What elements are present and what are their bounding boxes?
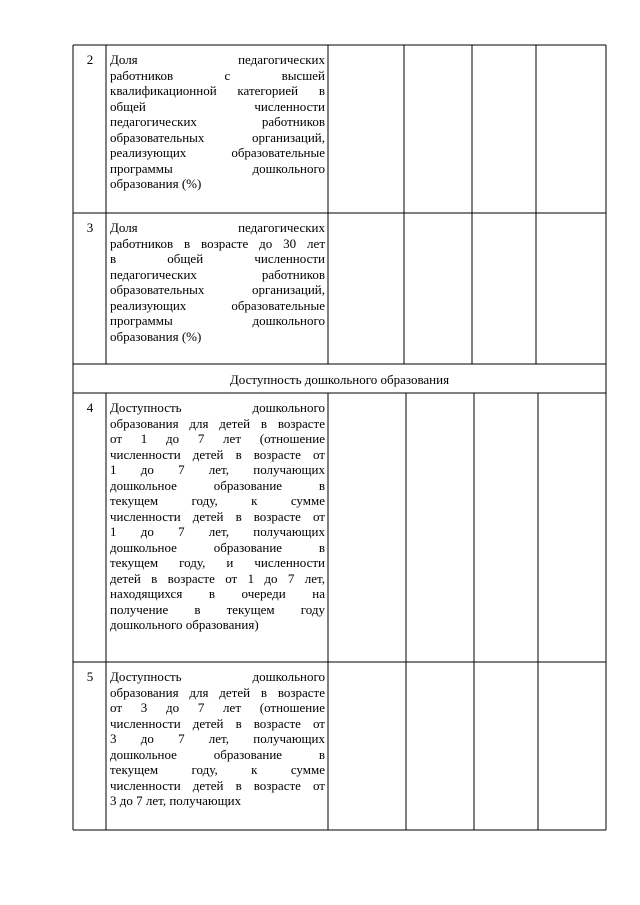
- row-number: 3: [86, 220, 94, 235]
- description-line: работников в возрасте до 30 лет: [110, 235, 325, 251]
- description-line: Доля педагогических: [110, 220, 325, 235]
- description-line: квалификационной категорией в: [110, 83, 325, 98]
- description-line: численности детей в возрасте от: [110, 508, 325, 524]
- description-line: образования для детей в возрасте: [110, 415, 325, 431]
- description-line: образования для детей в возрасте: [110, 684, 325, 700]
- description-line: детей в возрасте от 1 до 7 лет,: [110, 570, 325, 586]
- description-line: численности детей в возрасте от: [110, 777, 325, 793]
- description-line: текущем году, к сумме: [110, 762, 325, 777]
- description-line: 3 до 7 лет, получающих: [110, 793, 242, 808]
- description-line: образования (%): [110, 328, 202, 344]
- row-number: 2: [86, 52, 94, 67]
- description-line: педагогических работников: [110, 266, 325, 282]
- description-line: Доступность дошкольного: [110, 400, 325, 415]
- row-description: [110, 220, 325, 344]
- description-line: находящихся в очереди на: [110, 586, 325, 601]
- description-line: получение в текущем году: [110, 601, 325, 617]
- description-line: реализующих образовательные: [110, 145, 325, 160]
- description-line: текущем году, к сумме: [110, 493, 325, 508]
- description-line: дошкольное образование в: [110, 746, 325, 762]
- description-line: реализующих образовательные: [110, 297, 325, 313]
- description-line: 1 до 7 лет, получающих: [110, 524, 325, 539]
- section-heading: Доступность дошкольного образования: [229, 372, 450, 387]
- description-line: численности детей в возрасте от: [110, 715, 325, 731]
- description-line: численности детей в возрасте от: [110, 446, 325, 462]
- description-line: 1 до 7 лет, получающих: [110, 462, 325, 477]
- description-line: педагогических работников: [110, 114, 325, 129]
- description-line: дошкольного образования): [110, 617, 259, 632]
- description-line: от 3 до 7 лет (отношение: [110, 700, 325, 715]
- description-line: работников с высшей: [110, 67, 325, 83]
- description-line: текущем году, и численности: [110, 555, 325, 570]
- row-number: 5: [86, 669, 94, 684]
- row-number: 4: [86, 400, 94, 415]
- description-line: образовательных организаций,: [110, 129, 325, 145]
- description-line: дошкольное образование в: [110, 539, 325, 555]
- description-line: дошкольное образование в: [110, 477, 325, 493]
- description-line: Доля педагогических: [110, 52, 325, 67]
- description-line: общей численности: [110, 98, 325, 114]
- row-description: [110, 669, 325, 809]
- description-line: в общей численности: [110, 251, 325, 266]
- description-line: программы дошкольного: [110, 160, 325, 176]
- description-line: программы дошкольного: [110, 313, 325, 328]
- description-line: от 1 до 7 лет (отношение: [110, 431, 325, 446]
- description-line: образовательных организаций,: [110, 282, 325, 297]
- row-description: [110, 52, 325, 192]
- row-description: [110, 400, 325, 633]
- description-line: образования (%): [110, 176, 202, 191]
- description-line: 3 до 7 лет, получающих: [110, 731, 325, 746]
- description-line: Доступность дошкольного: [110, 669, 325, 684]
